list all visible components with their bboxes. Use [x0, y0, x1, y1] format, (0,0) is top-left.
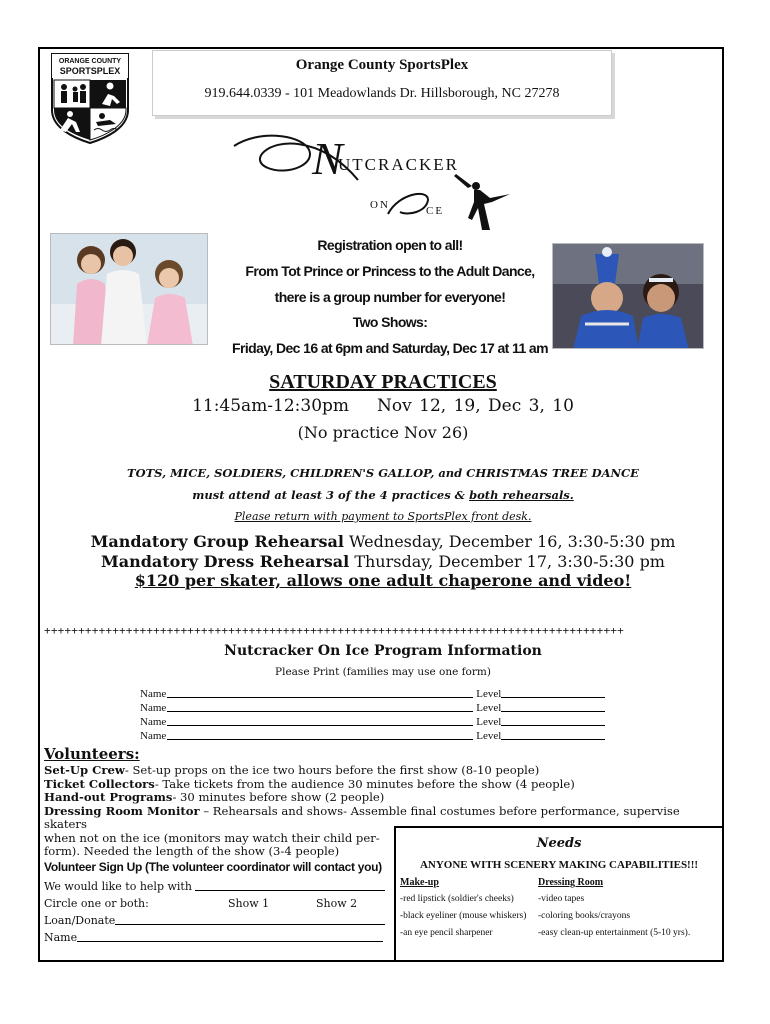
scenery-call: ANYONE WITH SCENERY MAKING CAPABILITIES!!!	[419, 859, 699, 871]
signup-title: Volunteer Sign Up (The volunteer coordinator will contact you)	[44, 860, 382, 874]
skaters-photo-left	[50, 233, 208, 345]
svg-text:N: N	[312, 133, 343, 184]
registration-line-1: Registration open to all!	[317, 237, 463, 253]
volunteers-heading: Volunteers:	[44, 745, 140, 763]
makeup-heading: Make-up	[400, 877, 439, 888]
help-with-row: We would like to help with	[44, 876, 390, 893]
separator-line: +++++++++++++++++++++++++++++++++++++++++++++++++++++++++++++++++++++++++++++++++++++	[44, 624, 624, 637]
name-level-row: Name Level	[140, 714, 620, 728]
registration-line-3: there is a group number for everyone!	[274, 289, 506, 305]
level-field[interactable]	[501, 711, 605, 712]
svg-text:ORANGE COUNTY: ORANGE COUNTY	[58, 58, 122, 65]
practices-title: SATURDAY PRACTICES	[269, 371, 497, 393]
svg-text:SPORTSPLEX: SPORTSPLEX	[59, 66, 121, 76]
svg-text:CE: CE	[426, 205, 445, 217]
header-box	[152, 50, 612, 116]
practices-dates: Nov 12, 19, Dec 3, 10	[377, 396, 574, 416]
needs-list	[400, 877, 722, 945]
needs-row: -black eyeliner (mouse whiskers) -coloring books/crayons	[400, 911, 631, 921]
needs-header-row	[400, 877, 722, 894]
name-field[interactable]	[167, 739, 473, 740]
volunteer-role-dressing: Dressing Room Monitor – Rehearsals and shows- Assemble final costumes before performance, supervise skaters	[44, 803, 680, 831]
name-level-row: Name Level	[140, 728, 620, 742]
loan-donate-field[interactable]	[115, 924, 385, 925]
signup-name-field[interactable]	[77, 941, 383, 942]
registration-line-2: From Tot Prince or Princess to the Adult Dance,	[245, 263, 535, 279]
nutcracker-title-graphic	[228, 128, 518, 232]
volunteer-role-dressing-cont-1: when not on the ice (monitors may watch their child per-	[44, 830, 380, 845]
needs-row: -red lipstick (soldier's cheeks) -video tapes	[400, 894, 585, 904]
level-field[interactable]	[501, 739, 605, 740]
show-2-option[interactable]: Show 2	[316, 897, 358, 910]
volunteer-role-setup: Set-Up Crew- Set-up props on the ice two hours before the first show (8-10 people)	[44, 763, 540, 777]
show-1-option[interactable]: Show 1	[228, 897, 270, 910]
name-level-form	[140, 686, 620, 742]
venue-name: Orange County SportsPlex	[295, 57, 469, 73]
practices-note: (No practice Nov 26)	[297, 423, 469, 442]
program-info-subtitle: Please Print (families may use one form)	[275, 666, 491, 678]
volunteer-signup	[44, 860, 390, 944]
loan-donate-row: Loan/Donate	[44, 910, 390, 927]
name-field[interactable]	[167, 697, 473, 698]
name-level-row: Name Level	[140, 700, 620, 714]
needs-box	[394, 826, 722, 960]
venue-address: 919.644.0339 - 101 Meadowlands Dr. Hillsborough, NC 27278	[204, 86, 560, 101]
dancer-silhouette-icon	[454, 174, 510, 230]
needs-row: -an eye pencil sharpener -easy clean-up entertainment (5-10 yrs).	[400, 928, 691, 938]
registration-line-5: Friday, Dec 16 at 6pm and Saturday, Dec 17 at 11 am	[232, 340, 548, 356]
dress-rehearsal: Mandatory Dress Rehearsal Thursday, December 17, 3:30-5:30 pm	[101, 552, 665, 571]
sportsplex-logo	[50, 52, 130, 144]
name-level-row: Name Level	[140, 686, 620, 700]
requirements-line-2: must attend at least 3 of the 4 practices & both rehearsals.	[192, 488, 574, 502]
volunteer-role-programs: Hand-out Programs- 30 minutes before show (2 people)	[44, 790, 385, 804]
show-choice-row: Circle one or both: Show 1 Show 2	[44, 897, 358, 910]
svg-text:ON: ON	[370, 199, 390, 211]
svg-text:UTCRACKER: UTCRACKER	[338, 155, 459, 174]
name-field[interactable]	[167, 725, 473, 726]
help-with-field[interactable]	[195, 890, 385, 891]
group-rehearsal: Mandatory Group Rehearsal Wednesday, December 16, 3:30-5:30 pm	[90, 532, 676, 551]
requirements-line-3: Please return with payment to SportsPlex front desk.	[234, 510, 532, 523]
volunteer-role-tickets: Ticket Collectors- Take tickets from the audience 30 minutes before the show (4 people)	[44, 776, 575, 791]
needs-title: Needs	[536, 836, 582, 851]
name-field[interactable]	[167, 711, 473, 712]
requirements-line-1: TOTS, MICE, SOLDIERS, CHILDREN'S GALLOP, and CHRISTMAS TREE DANCE	[127, 466, 639, 480]
registration-line-4: Two Shows:	[352, 314, 428, 330]
level-field[interactable]	[501, 697, 605, 698]
signup-name-row: Name	[44, 927, 390, 944]
program-info-title: Nutcracker On Ice Program Information	[224, 643, 542, 659]
price-info: $120 per skater, allows one adult chaperone and video!	[134, 571, 632, 590]
dressing-room-heading: Dressing Room	[538, 877, 604, 888]
practices-time: 11:45am-12:30pm	[192, 396, 350, 416]
level-field[interactable]	[501, 725, 605, 726]
both-rehearsals-text: both rehearsals.	[469, 488, 574, 502]
practices-schedule	[40, 396, 726, 416]
volunteer-role-dressing-cont-2: form). Needed the length of the show (3-4 people)	[44, 844, 340, 858]
